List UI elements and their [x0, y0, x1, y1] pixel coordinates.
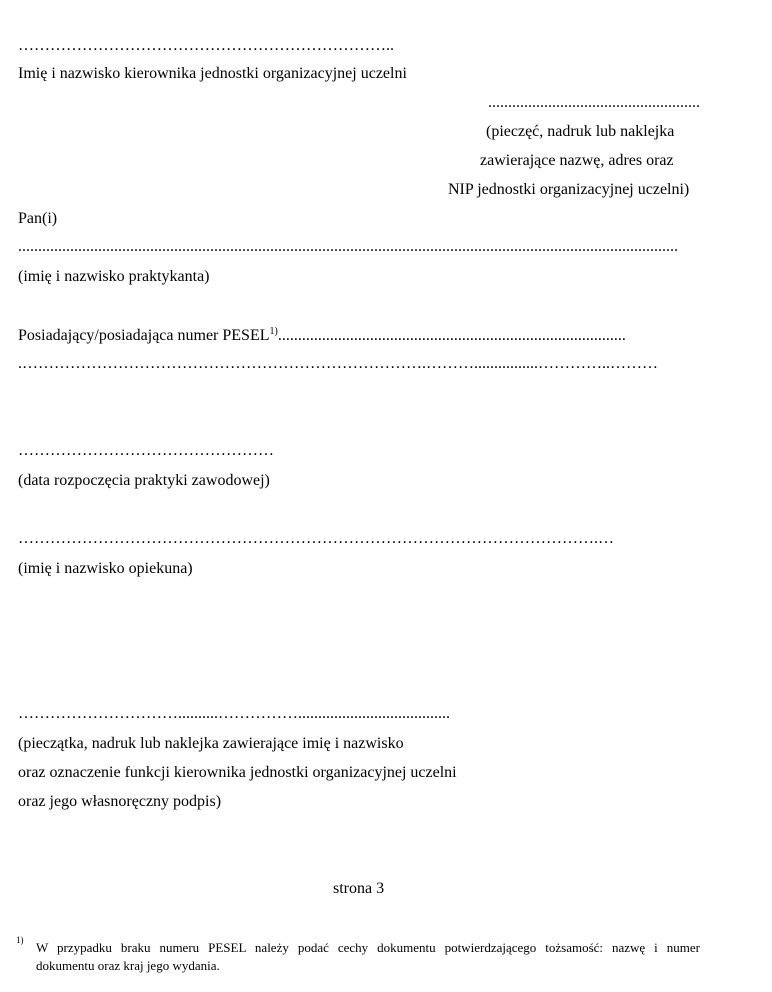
stamp-line: ..................................................... — [488, 94, 700, 111]
start-date-caption: (data rozpoczęcia praktyki zawodowej) — [18, 472, 270, 489]
head-signature-caption-2: oraz oznaczenie funkcji kierownika jednostki organizacyjnej uczelni — [18, 764, 457, 781]
footnote-mark: 1) — [16, 935, 24, 945]
head-signature-line: …………………………..........……………...................................... — [18, 706, 450, 722]
footnote-text-2: dokumentu oraz kraj jego wydania. — [36, 958, 220, 973]
start-date-line: ………………………………………… — [18, 442, 274, 459]
head-signature-caption-3: oraz jego własnoręczny podpis) — [18, 793, 222, 810]
pesel-label: Posiadający/posiadająca numer PESEL — [18, 327, 270, 344]
pesel-row — [18, 327, 626, 344]
pesel-line: ....................................................................................... — [277, 327, 626, 344]
stamp-caption-2: zawierające nazwę, adres oraz — [480, 152, 674, 169]
salutation: Pan(i) — [18, 210, 58, 227]
trainee-name-caption: (imię i nazwisko praktykanta) — [18, 268, 210, 285]
head-signature-caption-1: (pieczątka, nadruk lub naklejka zawierające imię i nazwisko — [18, 735, 404, 752]
trainee-name-line: ..................................................................................................................................................................... — [18, 239, 678, 255]
supervisor-caption: (imię i nazwisko opiekuna) — [18, 560, 193, 577]
head-name-signature-line: …………………………………………………………….. — [18, 37, 394, 54]
head-name-caption: Imię i nazwisko kierownika jednostki organizacyjnej uczelni — [18, 65, 407, 82]
page-number: strona 3 — [333, 880, 385, 897]
footnote-text-1: W przypadku braku numeru PESEL należy podać cechy dokumentu potwierdzającego tożsamość: nazwę i numer — [36, 940, 700, 955]
stamp-caption-3: NIP jednostki organizacyjnej uczelni) — [448, 181, 690, 198]
stamp-caption-1: (pieczęć, nadruk lub naklejka — [486, 123, 675, 140]
supervisor-line: ……………………………………………………………………………………………….… — [18, 531, 614, 547]
pesel-line-2: .………………………………………………………………….………................…………..……… — [18, 356, 658, 372]
pesel-footnote-mark: 1) — [269, 326, 278, 337]
